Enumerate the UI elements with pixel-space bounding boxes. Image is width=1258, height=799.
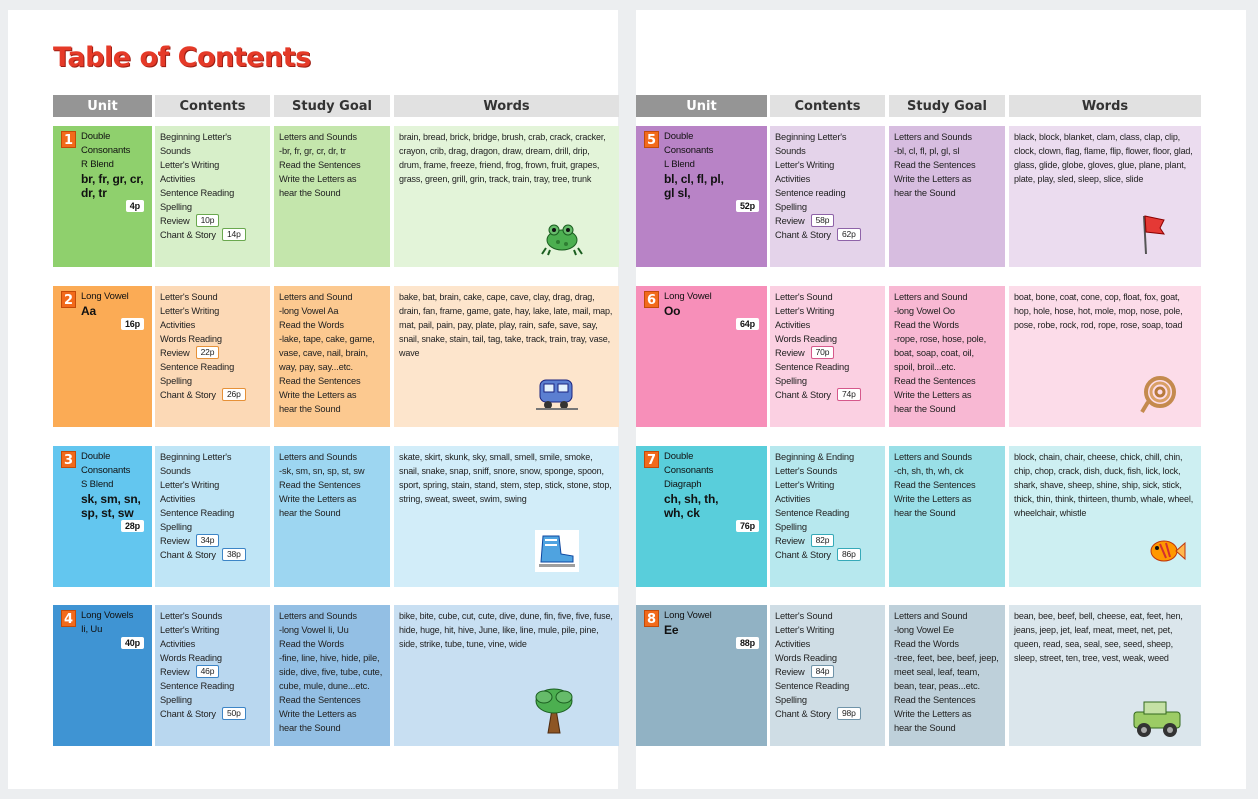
contents-cell (770, 605, 885, 746)
contents-item-label: Review (160, 667, 190, 677)
unit-number-badge: 4 (61, 610, 76, 627)
contents-item (775, 623, 880, 637)
unit-cell (636, 605, 767, 746)
rope-illustration (1138, 374, 1180, 419)
study-goal-line: hear the Sound (279, 723, 341, 733)
study-goal-line: Write the Letters as (279, 709, 357, 719)
study-goal-line: Write the Letters as (894, 494, 972, 504)
contents-item (160, 304, 265, 318)
contents-cell (770, 286, 885, 427)
jeep-illustration (1130, 698, 1184, 745)
contents-item (160, 130, 265, 144)
word-list: bean, bee, beef, bell, cheese, eat, feet, hen, jeans, jeep, jet, leaf, meat, meet, net, pet, queen, read, sea, seal, see, seed, sheep, sleep, street, ten, tree, vest, weak, weed (1014, 611, 1183, 663)
contents-page-number: 34p (196, 534, 220, 547)
contents-item (160, 200, 265, 214)
contents-item-label: Sentence Reading (775, 681, 850, 691)
contents-item-label: Chant & Story (160, 709, 216, 719)
contents-item (775, 651, 880, 665)
contents-item-label: Review (775, 667, 805, 677)
contents-item (160, 464, 265, 478)
unit-title: S Blend (81, 479, 114, 490)
unit-title: Ii, Uu (81, 624, 103, 635)
words-cell (394, 605, 619, 746)
contents-item-label: Review (160, 536, 190, 546)
contents-item-label: Letter's Sound (775, 611, 833, 621)
unit-number-badge: 6 (644, 291, 659, 308)
word-list: bike, bite, cube, cut, cute, dive, dune, fin, five, five, fuse, hide, huge, hit, hive, June, like, line, mule, pile, pine, side, strike, tube, tune, vine, wide (399, 611, 613, 649)
contents-page-number: 82p (811, 534, 835, 547)
unit-title: Consonants (664, 145, 714, 156)
words-cell (1009, 126, 1201, 267)
study-goal-line: Read the Sentences (279, 376, 361, 386)
contents-item-label: Review (775, 216, 805, 226)
study-goal-line: -rope, rose, hose, pole, (894, 334, 987, 344)
study-goal-line: bean, tear, peas...etc. (894, 681, 980, 691)
contents-item (775, 214, 880, 228)
contents-item (160, 506, 265, 520)
unit-number-badge: 8 (644, 610, 659, 627)
study-goal-line: Read the Words (279, 320, 344, 330)
contents-item-label: Activities (160, 320, 196, 330)
contents-item-label: Review (160, 216, 190, 226)
contents-item-label: Letter's Writing (775, 480, 835, 490)
study-goal-cell (889, 126, 1005, 267)
contents-item (775, 172, 880, 186)
study-goal-line: Letters and Sounds (279, 132, 357, 142)
contents-item-label: Letter's Writing (160, 306, 220, 316)
contents-item-label: Letter's Writing (775, 160, 835, 170)
contents-item-label: Spelling (775, 376, 807, 386)
unit-title: Long Vowel (81, 291, 129, 302)
contents-item (160, 346, 265, 360)
contents-item (775, 144, 880, 158)
contents-item-label: Spelling (775, 522, 807, 532)
study-goal-line: hear the Sound (894, 723, 956, 733)
word-list: brain, bread, brick, bridge, brush, crab, crack, cracker, crayon, crib, drag, dragon, draw, dream, drill, drip, drum, frame, freeze, friend, frog, frown, fruit, grapes, grass, green, grill, grin, track, train, tray, tree, trunk (399, 132, 606, 184)
study-goal-line: Write the Letters as (894, 390, 972, 400)
word-list: skate, skirt, skunk, sky, small, smell, smile, smoke, snail, snake, snap, sniff, snore, snow, sponge, spoon, sport, spring, stain, stand, stem, step, stick, stone, stop, string, sweat, sweet, swim, swing (399, 452, 612, 504)
study-goal-line: -lake, tape, cake, game, (279, 334, 375, 344)
unit-title: Diagraph (664, 479, 702, 490)
contents-item (160, 478, 265, 492)
unit-letters: sk, sm, sn, sp, st, sw (81, 492, 141, 520)
study-goal-cell (889, 446, 1005, 587)
study-goal-line: way, pay, say...etc. (279, 362, 353, 372)
contents-item-label: Chant & Story (775, 390, 831, 400)
unit-title: Long Vowels (81, 610, 134, 621)
study-goal-line: Read the Sentences (279, 480, 361, 490)
study-goal-line: -long Vowel Oo (894, 306, 955, 316)
study-goal-line: Letters and Sounds (279, 611, 357, 621)
contents-item-label: Beginning & Ending (775, 452, 854, 462)
contents-item-label: Letter's Sound (160, 292, 218, 302)
study-goal-line: -tree, feet, bee, beef, jeep, (894, 653, 999, 663)
contents-item (775, 304, 880, 318)
unit-letters: bl, cl, fl, pl, gl sl, (664, 172, 724, 200)
study-goal-cell (274, 286, 390, 427)
contents-item-label: Sentence reading (775, 188, 846, 198)
contents-item-label: Words Reading (160, 334, 222, 344)
unit-title: Consonants (81, 145, 131, 156)
contents-item (160, 290, 265, 304)
contents-item-label: Sounds (160, 146, 191, 156)
unit-title: R Blend (81, 159, 114, 170)
study-goal-line: -sk, sm, sn, sp, st, sw (279, 466, 365, 476)
unit-number-badge: 3 (61, 451, 76, 468)
study-goal-cell (274, 605, 390, 746)
contents-page-number: 74p (837, 388, 861, 401)
contents-item-label: Letter's Writing (160, 480, 220, 490)
contents-item-label: Letter's Sounds (775, 466, 838, 476)
unit-page-number: 64p (736, 318, 759, 330)
contents-page-number: 86p (837, 548, 861, 561)
contents-page-number: 46p (196, 665, 220, 678)
study-goal-cell (889, 286, 1005, 427)
contents-item (775, 158, 880, 172)
study-goal-line: Write the Letters as (279, 494, 357, 504)
unit-number-badge: 5 (644, 131, 659, 148)
contents-item-label: Sentence Reading (160, 508, 235, 518)
contents-item-label: Letter's Sounds (160, 611, 223, 621)
word-list: boat, bone, coat, cone, cop, float, fox, goat, hop, hole, hose, hot, mole, mop, nose, pole, pose, robe, rock, rod, rope, rose, soap, toad (1014, 292, 1183, 330)
contents-page-number: 98p (837, 707, 861, 720)
contents-page-number: 70p (811, 346, 835, 359)
contents-item (775, 679, 880, 693)
contents-item-label: Review (775, 536, 805, 546)
study-goal-cell (274, 126, 390, 267)
contents-item (160, 534, 265, 548)
contents-item (160, 651, 265, 665)
contents-item-label: Spelling (775, 202, 807, 212)
contents-item (775, 374, 880, 388)
unit-page-number: 76p (736, 520, 759, 532)
contents-item-label: Sentence Reading (160, 188, 235, 198)
contents-item (775, 346, 880, 360)
study-goal-line: -bl, cl, fl, pl, gl, sl (894, 146, 960, 156)
contents-item-label: Spelling (160, 376, 192, 386)
contents-item (160, 693, 265, 707)
contents-item-label: Spelling (160, 202, 192, 212)
contents-cell (155, 605, 270, 746)
study-goal-line: Read the Sentences (894, 160, 976, 170)
column-header-study-goal: Study Goal (274, 95, 390, 117)
unit-cell (636, 446, 767, 587)
word-list: black, block, blanket, clam, class, clap, clip, clock, clown, flag, flame, flip, flower, floor, glad, glass, glide, globe, gloves, glue, plane, plant, plate, play, sled, sleep, slice, slide (1014, 132, 1193, 184)
study-goal-line: cube, mule, dune...etc. (279, 681, 370, 691)
contents-item (775, 492, 880, 506)
unit-page-number: 28p (121, 520, 144, 532)
column-header-unit: Unit (636, 95, 767, 117)
contents-item-label: Chant & Story (775, 550, 831, 560)
contents-item (775, 707, 880, 721)
contents-item (160, 609, 265, 623)
contents-item (775, 478, 880, 492)
contents-item (775, 290, 880, 304)
study-goal-line: Read the Words (894, 320, 959, 330)
contents-item-label: Activities (160, 639, 196, 649)
contents-item (775, 520, 880, 534)
contents-item (775, 332, 880, 346)
study-goal-line: Letters and Sounds (894, 452, 972, 462)
unit-page-number: 40p (121, 637, 144, 649)
contents-item (775, 693, 880, 707)
unit-number-badge: 1 (61, 131, 76, 148)
unit-letters: ch, sh, th, wh, ck (664, 492, 719, 520)
column-header-contents: Contents (770, 95, 885, 117)
study-goal-line: Letters and Sound (894, 611, 968, 621)
contents-item (775, 318, 880, 332)
contents-item-label: Activities (160, 494, 196, 504)
unit-cell (53, 605, 152, 746)
contents-item-label: Letter's Writing (160, 625, 220, 635)
unit-cell (53, 446, 152, 587)
column-header-contents: Contents (155, 95, 270, 117)
contents-item-label: Letter's Writing (775, 306, 835, 316)
contents-item-label: Words Reading (160, 653, 222, 663)
contents-page-number: 62p (837, 228, 861, 241)
study-goal-line: hear the Sound (279, 188, 341, 198)
contents-item (775, 200, 880, 214)
unit-cell (636, 126, 767, 267)
contents-item (775, 534, 880, 548)
contents-item (775, 637, 880, 651)
contents-item (775, 130, 880, 144)
unit-number-badge: 2 (61, 291, 76, 308)
contents-item-label: Review (775, 348, 805, 358)
flag-illustration (1138, 212, 1166, 261)
contents-item-label: Chant & Story (775, 709, 831, 719)
contents-item (160, 228, 265, 242)
column-header-unit: Unit (53, 95, 152, 117)
contents-item-label: Words Reading (775, 334, 837, 344)
contents-item (160, 637, 265, 651)
study-goal-line: Read the Sentences (894, 376, 976, 386)
contents-item-label: Sentence Reading (775, 508, 850, 518)
tree-illustration (532, 685, 576, 740)
study-goal-cell (889, 605, 1005, 746)
contents-item-label: Spelling (160, 695, 192, 705)
contents-page-number: 38p (222, 548, 246, 561)
unit-title: Consonants (81, 465, 131, 476)
words-cell (394, 446, 619, 587)
contents-item (160, 388, 265, 402)
study-goal-line: -long Vowel Ii, Uu (279, 625, 349, 635)
unit-title: L Blend (664, 159, 695, 170)
unit-title: Double (81, 451, 111, 462)
contents-page-number: 10p (196, 214, 220, 227)
contents-item (160, 158, 265, 172)
contents-item-label: Beginning Letter's (160, 132, 232, 142)
contents-item (775, 506, 880, 520)
study-goal-line: Write the Letters as (894, 709, 972, 719)
unit-page-number: 16p (121, 318, 144, 330)
contents-item-label: Chant & Story (775, 230, 831, 240)
unit-title: Double (664, 131, 694, 142)
contents-item-label: Chant & Story (160, 390, 216, 400)
column-header-words: Words (394, 95, 619, 117)
unit-cell (53, 126, 152, 267)
contents-item-label: Sentence Reading (775, 362, 850, 372)
study-goal-line: Write the Letters as (279, 390, 357, 400)
contents-item-label: Chant & Story (160, 550, 216, 560)
contents-item-label: Spelling (775, 695, 807, 705)
contents-item-label: Spelling (160, 522, 192, 532)
study-goal-line: spoil, broil...etc. (894, 362, 956, 372)
contents-item (775, 450, 880, 464)
unit-letters: Aa (81, 304, 97, 318)
study-goal-line: Letters and Sounds (279, 452, 357, 462)
study-goal-line: Write the Letters as (279, 174, 357, 184)
contents-item (160, 450, 265, 464)
study-goal-line: Letters and Sound (894, 292, 968, 302)
study-goal-line: -long Vowel Ee (894, 625, 954, 635)
contents-item-label: Sentence Reading (160, 681, 235, 691)
unit-page-number: 52p (736, 200, 759, 212)
contents-item (775, 388, 880, 402)
contents-cell (770, 446, 885, 587)
contents-cell (770, 126, 885, 267)
contents-item-label: Activities (160, 174, 196, 184)
study-goal-line: hear the Sound (279, 404, 341, 414)
contents-item (160, 374, 265, 388)
unit-title: Long Vowel (664, 610, 712, 621)
study-goal-line: Read the Sentences (279, 695, 361, 705)
contents-item (160, 318, 265, 332)
contents-item (775, 360, 880, 374)
contents-item (160, 548, 265, 562)
study-goal-line: -ch, sh, th, wh, ck (894, 466, 964, 476)
study-goal-line: meet seal, leaf, team, (894, 667, 980, 677)
contents-item-label: Letter's Writing (160, 160, 220, 170)
train-illustration (534, 372, 580, 417)
word-list: bake, bat, brain, cake, cape, cave, clay, drag, drag, drain, fan, frame, game, gate, hay, lake, late, mail, map, mat, pail, pain, pay, plate, play, rain, safe, save, say, snail, snake, stain, tail, tag, take, track, train, tray, vase, wave (399, 292, 613, 358)
words-cell (394, 126, 619, 267)
contents-page-number: 26p (222, 388, 246, 401)
unit-page-number: 88p (736, 637, 759, 649)
study-goal-line: Letters and Sounds (894, 132, 972, 142)
unit-number-badge: 7 (644, 451, 659, 468)
study-goal-line: -long Vowel Aa (279, 306, 339, 316)
contents-item (160, 679, 265, 693)
contents-item-label: Letter's Sound (775, 292, 833, 302)
study-goal-cell (274, 446, 390, 587)
contents-item-label: Activities (775, 494, 811, 504)
contents-item (775, 609, 880, 623)
study-goal-line: Read the Words (894, 639, 959, 649)
contents-page-number: 22p (196, 346, 220, 359)
contents-page-number: 58p (811, 214, 835, 227)
study-goal-line: Read the Sentences (894, 695, 976, 705)
study-goal-line: side, dive, five, tube, cute, (279, 667, 383, 677)
contents-item-label: Beginning Letter's (775, 132, 847, 142)
contents-item (160, 492, 265, 506)
unit-cell (53, 286, 152, 427)
study-goal-line: hear the Sound (894, 508, 956, 518)
study-goal-line: -fine, line, hive, hide, pile, (279, 653, 380, 663)
contents-item (160, 665, 265, 679)
contents-item-label: Sounds (160, 466, 191, 476)
study-goal-line: Letters and Sound (279, 292, 353, 302)
unit-title: Double (664, 451, 694, 462)
unit-letters: Ee (664, 623, 679, 637)
study-goal-line: hear the Sound (894, 188, 956, 198)
unit-letters: br, fr, gr, cr, dr, tr (81, 172, 144, 200)
contents-item (160, 214, 265, 228)
study-goal-line: hear the Sound (894, 404, 956, 414)
study-goal-line: Read the Sentences (894, 480, 976, 490)
contents-cell (155, 446, 270, 587)
study-goal-line: hear the Sound (279, 508, 341, 518)
contents-item-label: Activities (775, 174, 811, 184)
contents-item-label: Sounds (775, 146, 806, 156)
word-list: block, chain, chair, cheese, chick, chill, chin, chip, chop, crack, dish, duck, fish, lick, lock, shark, shave, sheep, shine, ship, sick, stick, thick, thin, think, thirteen, thumb, whale, wheel, wheelchair, whistle (1014, 452, 1194, 518)
unit-cell (636, 286, 767, 427)
study-goal-line: vase, cave, nail, brain, (279, 348, 368, 358)
contents-item (775, 548, 880, 562)
unit-title: Double (81, 131, 111, 142)
contents-item (160, 144, 265, 158)
contents-item (775, 186, 880, 200)
contents-item (160, 172, 265, 186)
skate-illustration (535, 530, 579, 577)
contents-item (160, 332, 265, 346)
contents-item-label: Chant & Story (160, 230, 216, 240)
contents-item-label: Activities (775, 639, 811, 649)
unit-letters: Oo (664, 304, 681, 318)
frog-illustration (540, 220, 584, 261)
contents-item (160, 707, 265, 721)
contents-item (160, 360, 265, 374)
contents-page-number: 50p (222, 707, 246, 720)
page-title: Table of Contents (53, 42, 311, 73)
study-goal-line: -br, fr, gr, cr, dr, tr (279, 146, 346, 156)
contents-page-number: 84p (811, 665, 835, 678)
contents-item (160, 623, 265, 637)
contents-item-label: Review (160, 348, 190, 358)
contents-item (775, 228, 880, 242)
contents-item (775, 665, 880, 679)
contents-item-label: Words Reading (775, 653, 837, 663)
contents-page-number: 14p (222, 228, 246, 241)
unit-title: Long Vowel (664, 291, 712, 302)
contents-item-label: Sentence Reading (160, 362, 235, 372)
study-goal-line: boat, soap, coat, oil, (894, 348, 974, 358)
contents-item-label: Beginning Letter's (160, 452, 232, 462)
words-cell (394, 286, 619, 427)
unit-page-number: 4p (126, 200, 144, 212)
fish-illustration (1146, 534, 1186, 573)
unit-title: Consonants (664, 465, 714, 476)
contents-item (160, 186, 265, 200)
contents-item-label: Letter's Writing (775, 625, 835, 635)
contents-item (160, 520, 265, 534)
contents-cell (155, 126, 270, 267)
column-header-study-goal: Study Goal (889, 95, 1005, 117)
contents-item-label: Activities (775, 320, 811, 330)
study-goal-line: Read the Words (279, 639, 344, 649)
study-goal-line: Write the Letters as (894, 174, 972, 184)
study-goal-line: Read the Sentences (279, 160, 361, 170)
contents-item (775, 464, 880, 478)
column-header-words: Words (1009, 95, 1201, 117)
contents-cell (155, 286, 270, 427)
